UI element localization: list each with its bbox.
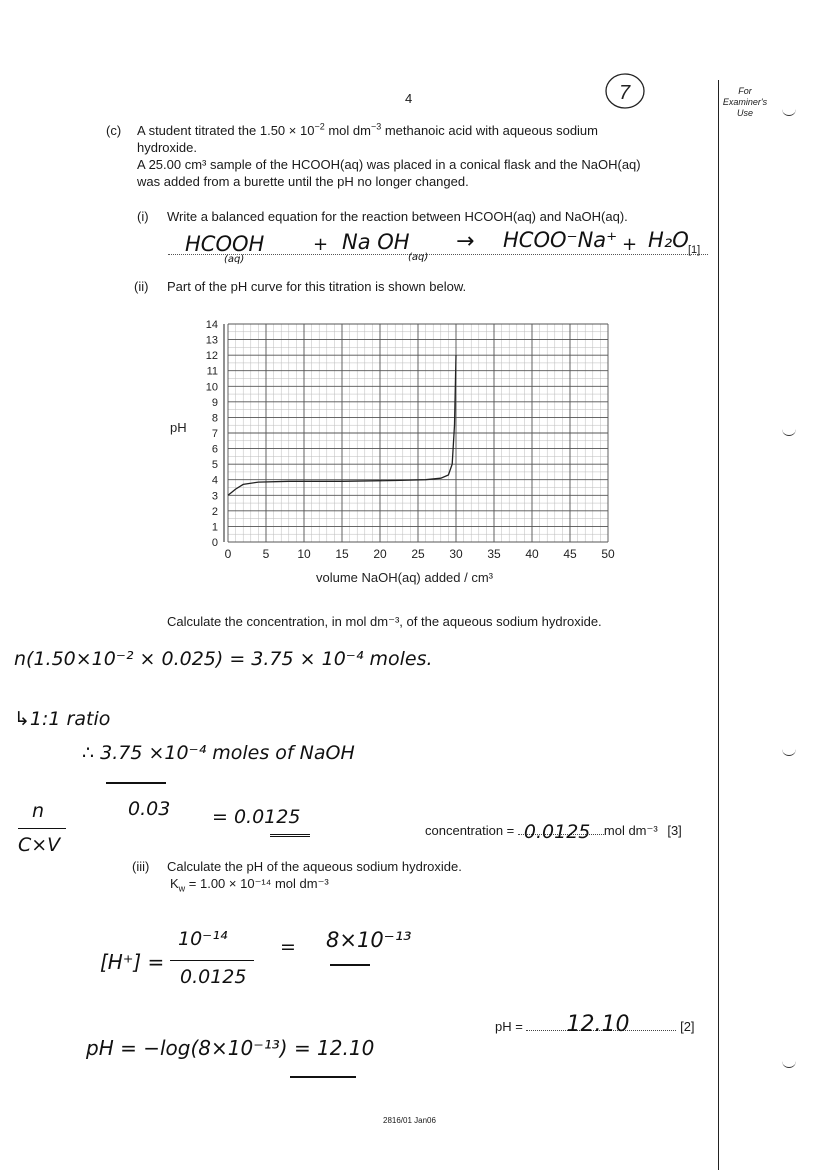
work-iii-den: 0.0125 — [180, 966, 247, 988]
work-iii-eq: = — [280, 936, 296, 958]
part-i-label: (i) — [137, 209, 149, 224]
y-axis-label: pH — [170, 420, 187, 435]
examiner-tick-3 — [782, 748, 796, 756]
x-tick-label: 30 — [449, 547, 463, 561]
y-tick-label: 13 — [205, 334, 218, 347]
work-iii-fraction-bar — [170, 960, 254, 961]
eq-arrow: → — [456, 229, 475, 254]
part-ii-marks: [3] — [667, 823, 682, 838]
part-c-line3: A 25.00 cm³ sample of the HCOOH(aq) was placed in a conical flask and the NaOH(aq) — [137, 157, 641, 172]
work-ii-line4: 0.03 — [128, 798, 171, 820]
eq-hcooh: HCOOH — [185, 232, 265, 256]
eq-formate: HCOO⁻Na⁺ — [503, 228, 618, 252]
x-axis-ticks — [225, 547, 615, 561]
x-tick-label: 50 — [601, 547, 615, 561]
part-c-line1: A student titrated the $1.50 \times 10^{-2}$ mol $dm^{-3}$ methanoic acid with aqueous sodium — [137, 121, 598, 138]
work-ii-double-underline — [270, 834, 310, 837]
work-iii-h: [H⁺] = — [100, 950, 165, 974]
circled-mark — [600, 68, 650, 114]
y-tick-label: 2 — [211, 505, 218, 518]
y-tick-label: 7 — [211, 428, 218, 440]
work-iii-result-underline — [330, 964, 370, 966]
x-tick-label: 15 — [335, 547, 349, 561]
examiner-tick-1 — [782, 108, 796, 116]
y-tick-label: 6 — [211, 443, 218, 456]
work-iii-num: 10⁻¹⁴ — [178, 928, 228, 950]
y-axis-ticks — [206, 319, 218, 549]
work-iii-ph: pH = −log(8×10⁻¹³) = 12.10 — [86, 1036, 375, 1060]
work-iii-ph-underline — [290, 1076, 356, 1078]
work-ii-line5: = 0.0125 — [212, 806, 301, 828]
y-tick-label: 5 — [211, 459, 218, 472]
x-tick-label: 0 — [224, 547, 232, 561]
eq-plus-2: + — [622, 234, 638, 255]
part-c-line4: was added from a burette until the pH no longer changed. — [137, 174, 469, 189]
x-tick-label: 25 — [411, 547, 425, 561]
eq-naoh-state: (aq) — [408, 252, 429, 263]
eq-hcooh-state: (aq) — [224, 254, 245, 265]
x-tick-label: 45 — [563, 547, 577, 561]
examiner-margin-line — [718, 80, 719, 1170]
ph-label: pH = — [495, 1019, 523, 1034]
work-ii-cxv: C×V — [18, 834, 61, 856]
y-tick-label: 10 — [205, 381, 218, 394]
work-ii-line1: n(1.50×10⁻² × 0.025) = 3.75 × 10⁻⁴ moles. — [14, 648, 433, 670]
y-tick-label: 1 — [211, 521, 218, 534]
kw-line: $K_w = 1.00 \times 10^{-14}$ mol dm⁻³ — [170, 876, 329, 894]
part-iii-marks: [2] — [680, 1019, 695, 1034]
x-tick-label: 5 — [262, 547, 270, 561]
ph-value: 12.10 — [566, 1012, 630, 1037]
y-tick-label: 14 — [205, 319, 218, 331]
work-iii-result: 8×10⁻¹³ — [326, 928, 412, 952]
part-i-question: Write a balanced equation for the reaction between HCOOH(aq) and NaOH(aq). — [167, 209, 628, 224]
circled-mark-text: 7 — [619, 82, 631, 104]
x-tick-label: 20 — [373, 547, 387, 561]
work-ii-fraction-bar — [18, 828, 66, 829]
work-ii-line3: ∴ 3.75 ×10⁻⁴ moles of NaOH — [82, 742, 355, 764]
work-ii-line2: ↳1:1 ratio — [14, 708, 111, 730]
part-c-line2: hydroxide. — [137, 140, 197, 155]
eq-naoh: Na OH — [342, 230, 410, 254]
x-tick-label: 10 — [297, 547, 311, 561]
ph-answer-row — [495, 1012, 695, 1037]
y-tick-label: 12 — [205, 350, 218, 363]
part-i-marks: [1] — [688, 244, 701, 256]
part-iii-question: Calculate the pH of the aqueous sodium hydroxide. — [167, 859, 462, 874]
page-footer: 2816/01 Jan06 — [383, 1116, 436, 1125]
part-ii-question: Part of the pH curve for this titration is shown below. — [167, 279, 467, 294]
work-ii-n: n — [32, 800, 45, 822]
ph-curve-chart — [160, 312, 640, 592]
x-tick-label: 35 — [487, 547, 501, 561]
concentration-label: concentration = — [425, 823, 515, 838]
concentration-unit: mol dm⁻³ — [603, 823, 658, 838]
y-tick-label: 4 — [211, 474, 218, 487]
examiner-use-label: For Examiner's Use — [722, 86, 768, 118]
eq-plus-1: + — [313, 234, 329, 255]
y-tick-label: 0 — [211, 537, 218, 549]
part-ii-label: (ii) — [134, 279, 149, 294]
part-iii-label: (iii) — [132, 859, 150, 874]
x-axis-label: volume NaOH(aq) added / cm³ — [316, 570, 494, 585]
y-tick-label: 8 — [211, 412, 218, 425]
part-ii-calc-prompt: Calculate the concentration, in mol dm⁻³, of the aqueous sodium hydroxide. — [167, 614, 602, 629]
part-c-label: (c) — [106, 123, 122, 138]
concentration-value: 0.0125 — [523, 821, 591, 843]
y-tick-label: 9 — [211, 396, 218, 409]
examiner-tick-2 — [782, 428, 796, 436]
eq-water: H₂O — [648, 228, 689, 252]
x-tick-label: 40 — [525, 547, 539, 561]
y-tick-label: 11 — [206, 365, 218, 378]
y-tick-label: 3 — [211, 490, 218, 503]
examiner-tick-4 — [782, 1060, 796, 1068]
page-number: 4 — [405, 91, 413, 106]
concentration-answer-row — [425, 821, 682, 843]
grid-major — [224, 324, 608, 542]
work-ii-underline — [106, 782, 166, 784]
